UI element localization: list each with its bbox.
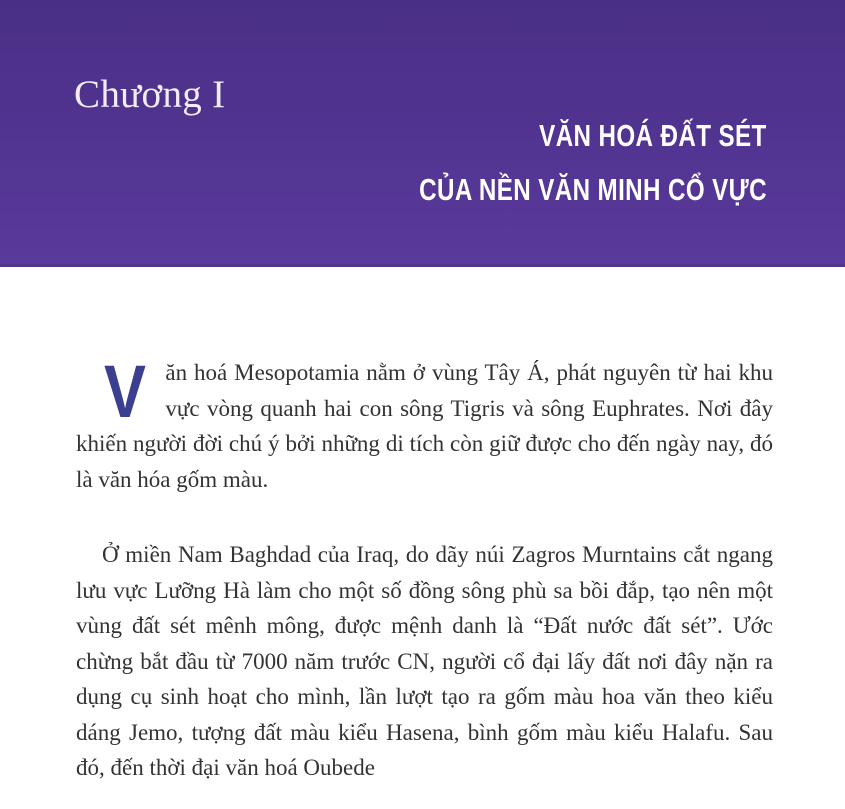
chapter-title-line-1: VĂN HOÁ ĐẤT SÉT [539,118,767,153]
chapter-header-band [0,0,845,267]
paragraph-1-text: ăn hoá Mesopotamia nằm ở vùng Tây Á, phát nguyên từ hai khu vực vòng quanh hai con sông Tigris và sông Euphrates. Nơi đây khiến người đời chú ý bởi những di tích còn giữ được cho đến ngày nay, đó là văn hóa gốm màu. [76,360,773,492]
drop-cap: V [104,350,146,433]
chapter-label: Chương I [74,73,226,116]
paragraph-2-text: Ở miền Nam Baghdad của Iraq, do dãy núi Zagros Murntains cắt ngang lưu vực Lưỡng Hà làm cho một số đồng sông phù sa bồi đắp, tạo nên một vùng đất sét mênh mông, được mệnh danh là “Đất nước đất sét”. Ước chừng bắt đầu từ 7000 năm trước CN, người cổ đại lấy đất nơi đây nặn ra dụng cụ sinh hoạt cho mình, lần lượt tạo ra gốm màu hoa văn theo kiểu dáng Jemo, tượng đất màu kiểu Hasena, bình gốm màu kiểu Halafu. Sau đó, đến thời đại văn hoá Oubede [76,542,773,780]
paragraph-1 [76,350,773,497]
paragraph-2 [76,537,773,786]
chapter-title-line-2: CỦA NỀN VĂN MINH CỔ VỰC [419,172,767,207]
